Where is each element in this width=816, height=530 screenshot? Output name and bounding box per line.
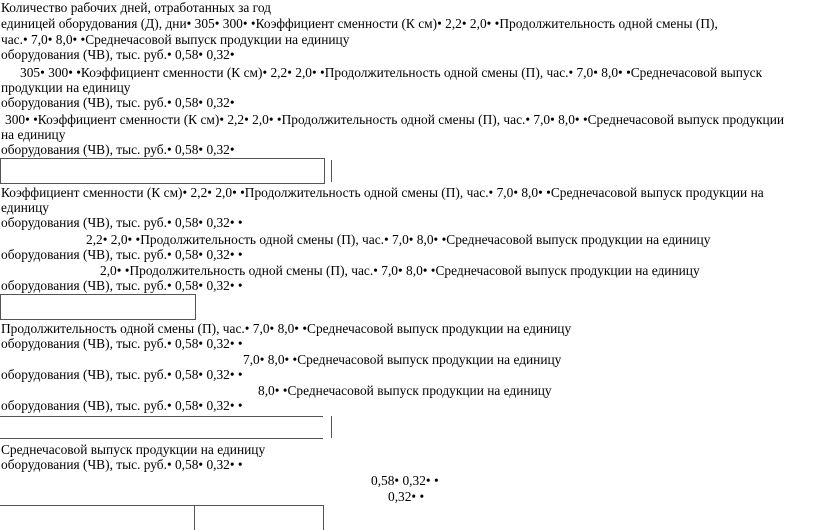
text-line: 305• 300• •Коэффициент сменности (К см)• 2,2• 2,0• •Продолжительность одной смены (П), час.• 7,0• 8,0• •Среднечасовой выпуск — [20, 65, 763, 80]
text-line: оборудования (ЧВ), тыс. руб.• 0,58• 0,32• — [1, 142, 235, 157]
text-line: оборудования (ЧВ), тыс. руб.• 0,58• 0,32• • — [1, 457, 243, 472]
text-line: Среднечасовой выпуск продукции на единицу — [1, 442, 266, 457]
text-line: 8,0• •Среднечасовой выпуск продукции на единицу — [258, 383, 552, 398]
text-line: продукции на единицу — [1, 80, 131, 95]
text-line: единицей оборудования (Д), дни• 305• 300• •Коэффициент сменности (К см)• 2,2• 2,0• •Продолжительность одной смены (П), — [1, 16, 718, 31]
text-line: единицу — [1, 200, 49, 215]
text-line: 0,32• • — [388, 489, 425, 504]
text-line: Количество рабочих дней, отработанных за год — [1, 0, 271, 15]
table-border — [0, 505, 323, 506]
text-line: оборудования (ЧВ), тыс. руб.• 0,58• 0,32• • — [1, 215, 243, 230]
table-border — [323, 505, 324, 530]
text-line: оборудования (ЧВ), тыс. руб.• 0,58• 0,32• • — [1, 247, 243, 262]
table-border — [331, 416, 332, 438]
table-border — [194, 505, 195, 530]
text-line: 7,0• 8,0• •Среднечасовой выпуск продукции на единицу — [243, 352, 562, 367]
text-line: час.• 7,0• 8,0• •Среднечасовой выпуск продукции на единицу — [1, 32, 350, 47]
text-line: 2,0• •Продолжительность одной смены (П), час.• 7,0• 8,0• •Среднечасовой выпуск продукции на единицу — [100, 263, 700, 278]
table-border — [331, 160, 332, 182]
text-line: на единицу — [1, 127, 66, 142]
text-line: 2,2• 2,0• •Продолжительность одной смены (П), час.• 7,0• 8,0• •Среднечасовой выпуск продукции на единицу — [86, 232, 711, 247]
text-line: оборудования (ЧВ), тыс. руб.• 0,58• 0,32• • — [1, 336, 243, 351]
table-border — [0, 438, 323, 439]
empty-table-cell — [0, 294, 196, 320]
text-line: оборудования (ЧВ), тыс. руб.• 0,58• 0,32• • — [1, 398, 243, 413]
text-line: оборудования (ЧВ), тыс. руб.• 0,58• 0,32• — [1, 95, 235, 110]
text-line: 0,58• 0,32• • — [371, 473, 439, 488]
empty-table-cell — [0, 158, 325, 184]
text-line: оборудования (ЧВ), тыс. руб.• 0,58• 0,32• — [1, 47, 235, 62]
table-border — [0, 416, 323, 417]
text-line: оборудования (ЧВ), тыс. руб.• 0,58• 0,32• • — [1, 367, 243, 382]
text-line: оборудования (ЧВ), тыс. руб.• 0,58• 0,32• • — [1, 278, 243, 293]
text-line: 300• •Коэффициент сменности (К см)• 2,2• 2,0• •Продолжительность одной смены (П), час.• 7,0• 8,0• •Среднечасовой выпуск продукции — [5, 112, 785, 127]
text-line: Коэффициент сменности (К см)• 2,2• 2,0• •Продолжительность одной смены (П), час.• 7,0• 8,0• •Среднечасовой выпуск продукции на — [1, 185, 764, 200]
text-line: Продолжительность одной смены (П), час.• 7,0• 8,0• •Среднечасовой выпуск продукции на единицу — [1, 321, 572, 336]
